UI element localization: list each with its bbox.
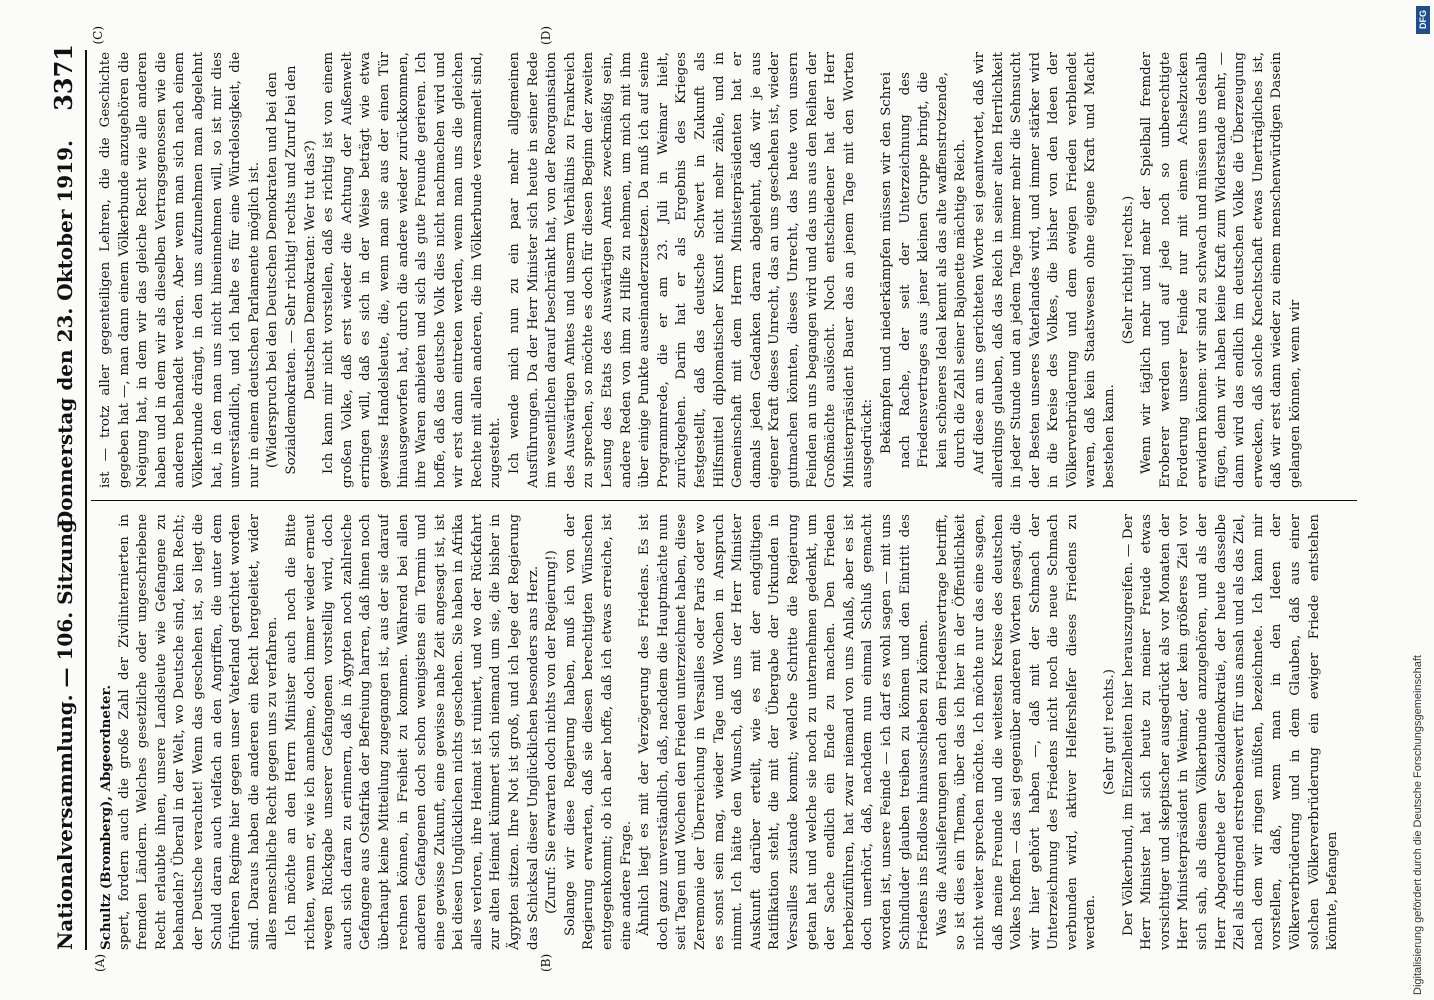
header-left-title: Nationalversammlung. — 106. Sitzung. bbox=[53, 512, 77, 950]
paragraph: Ähnlich liegt es mit der Verzögerung des Friedens. Es ist doch ganz unverständlich, daß, nachdem die Hauptmächte nun seit Tagen und Wochen den Frieden unterzeichnet haben, diese Zeremonie der Überreichung in Versailles oder Paris oder wo es sonst sein mag, wieder Tage und Wochen in Anspruch nimmt. Ich hätte den Wunsch, daß uns der Herr Minister Auskunft darüber erteilt, wie es mit der endgültigen Ratifikation steht, die mit der Übergabe der Urkunden in Versailles zustande kommt; welche Schritte die Regierung getan hat und welche sie noch zu unternehmen gedenkt, um der Sache endlich ein Ende zu machen. Den Frieden herbeizuführen, hat zwar niemand von uns Anlaß, aber es ist doch unerhört, daß, nachdem nun einmal Schluß gemacht worden ist, unsere Feinde — ich darf es wohl sagen — mit uns Schindluder glauben treiben zu können und den Eintritt des Friedens ins Endlose hinausschieben zu können. bbox=[637, 514, 932, 950]
page-header bbox=[45, 44, 87, 950]
right-text-column bbox=[97, 52, 1357, 488]
interjection: (Zuruf: Sie erwarten doch nichts von der Regierung!) bbox=[544, 550, 560, 914]
rotated-newspaper-page bbox=[45, 26, 1365, 972]
paragraph: Ich wende mich nun zu ein paar mehr allgemeinen Ausführungen. Da der Herr Minister sich heute in seiner Rede im wesentlichen darauf beschränkt hat, von der Reorganisation des Auswärtigen Amtes und unserm Verhältnis zu Frankreich zu sprechen, so möchte es doch für diesen Beginn der zweiten Lesung des Etats des Auswärtigen Amtes zweckmäßig sein, andere Reden von ihm zu Hilfe zu nehmen, um mich mit ihm über einige Punkte auseinanderzusetzen. Da muß ich auf seine Programmrede, die er am 23. Juli in Weimar hielt, zurückgehen. Darin hat er als Ergebnis des Krieges festgestellt, daß das deutsche Schwert in Zukunft als Hilfsmittel diplomatischer Kunst nicht mehr zähle, und in Gemeinschaft mit dem Herrn Ministerpräsidenten hat er damals jeden Gedanken daran abgelehnt, daß wir je aus eigener Kraft dieses Unrecht, das an uns geschehen ist, wieder gutmachen könnten, dieses Unrecht, das heute von unsern Feinden an uns begangen wird und das uns aus den Reihen der Großmächte auslöscht. Noch entschiedener hat der Herr Ministerpräsident Bauer das an jenem Tage mit den Worten ausgedrückt: bbox=[507, 52, 876, 488]
paragraph: Auf diese an uns gerichteten Worte sei geantwortet, daß wir allerdings glauben, daß das Reich in seiner alten Herrlichkeit in jeder Stunde und an jedem Tage immer mehr die Sehnsucht der Besten unseres Vaterlandes wird, und immer stärker wird in die Kreise des Volkes, die bisher von den Ideen der Völkerverbrüderung und dem ewigen Frieden verblendet waren, daß kein Staatswesen ohne eigene Kraft und Macht bestehen kann. bbox=[971, 52, 1118, 488]
digitization-credit: Digitalisierung gefördert durch die Deutsche Forschungsgemeinschaft bbox=[1412, 655, 1424, 995]
margin-letter-d: (D) bbox=[539, 26, 553, 45]
paragraph: Wenn wir täglich mehr und mehr der Spielball fremder Eroberer werden und auf jede noch so unberechtigte Forderung unserer Feinde nur mit einem Achselzucken erwidern können: wir sind zu schwach und müssen uns deshalb fügen, denn wir haben keine Kraft zum Widerstande mehr, — dann wird das endlich im deutschen Volke die Überzeugung erwecken, daß solche Knechtschaft etwas Unerträgliches ist, daß wir erst dann wieder zu einem menschenwürdigen Dasein gelangen können, wenn wir bbox=[1139, 52, 1303, 488]
margin-letter-b: (B) bbox=[539, 953, 553, 972]
paragraph: Solange wir diese Regierung haben, muß ich von der Regierung erwarten, daß sie diesen berechtigten Wünschen entgegenkommt; ob ich aber hoffe, daß ich etwas erreiche, ist eine andere Frage. bbox=[562, 514, 634, 950]
paragraph: ist — trotz aller gegenteiligen Lehren, die die Geschichte gegeben hat —, man dann einem Völkerbunde anzugehören die Neigung hat, in dem wir das gleiche Recht wie alle anderen haben und in dem wir als dieselben Vertragsgenossen wie die anderen behandelt werden. Aber wenn man sich nach einem Völkerbunde drängt, in den uns aufzunehmen man abgelehnt hat, in den man uns nicht hineinnehmen will, so ist mir dies unverständlich, und ich halte es für eine Würdelosigkeit, die nur in einem deutschen Parlamente möglich ist. bbox=[98, 52, 262, 488]
interjection: (Sehr richtig! rechts.) bbox=[1120, 195, 1136, 345]
quotation: Bekämpfen und niederkämpfen müssen wir den Schrei nach Rache, der seit der Unterzeichnung des Friedensvertrages aus jener kleinen Gruppe bringt, die kein schöneres Ideal kennt als das alte waffenstrotzende, durch die Zahl seiner Bajonette mächtige Reich. bbox=[878, 72, 969, 468]
interjection: (Widerspruch bei den Deutschen Demokraten und bei den Sozialdemokraten. — Sehr richtig! rechts und Zuruf bei den Deutschen Demokraten: Wer tut das?) bbox=[265, 65, 318, 475]
paragraph: Ich kann mir nicht vorstellen, daß es richtig ist von einem großen Volke, daß erst wieder die Achtung der Außenwelt erringen will, daß es sich in der Weise beträgt wie etwa gewisse Handelsleute, die, wenn man sie aus der einen Tür hinausgeworfen hat, durch die andere wieder zurückkommen, ihre Waren anbieten und sich als gute Freunde gerieren. Ich hoffe, daß das deutsche Volk dies nicht nachmachen wird und wir erst dann eintreten werden, wenn man uns die gleichen Rechte mit allen anderen, die im Völkerbunde versammelt sind, zugesteht. bbox=[321, 52, 504, 488]
paragraph: Ich möchte an den Herrn Minister auch noch die Bitte richten, wenn er, wie ich annehme, doch immer wieder erneut wegen Rückgabe unserer Gefangenen vorstellig wird, doch auch sich daran zu erinnern, daß in Ägypten noch zahlreiche Gefangene aus Ostafrika der Befreiung harren, daß ihnen noch überhaupt keine Mitteilung zugegangen ist, aus der sie darauf rechnen können, in Freiheit zu kommen. Während bei allen anderen Gefangenen doch schon wenigstens ein Termin und eine gewisse Zukunft, eine gewisse nahe Zeit angesagt ist, ist bei diesen Unglücklichen nichts geschehen. Sie haben in Afrika alles verloren, ihre Heimat ist ruiniert, und wo der Rückfahrt zur alten Heimat kümmert sich niemand um sie, die bisher in Ägypten sitzen. Ihre Not ist groß, und ich lege der Regierung das Schicksal dieser Unglücklichen besonders ans Herz. bbox=[283, 514, 541, 950]
paragraph: Der Völkerbund, im Einzelheiten hier herauszugreifen. — Der Herr Minister hat sich heute zu meiner Freude etwas vorsichtiger und skeptischer ausgedrückt als vor Monaten der Herr Ministerpräsident in Weimar, der kein größeres Ziel vor sich sah, als diesem Völkerbunde anzugehören, und als der Herr Abgeordnete der Sozialdemokratie, der heute dasselbe Ziel als dringend erstrebenswert für uns ansah und als das Ziel, nach dem wir ringen müßten, bezeichnete. Ich kann mir vorstellen, daß, wenn man in den Ideen der Völkerverbrüderung und in dem Glauben, daß aus einer solchen Völkerverbrüderung ein ewiger Friede entstehen könnte, befangen bbox=[1120, 514, 1341, 950]
left-text-column bbox=[97, 514, 1357, 950]
header-date: Donnerstag den 23. Oktober 1919. bbox=[53, 140, 77, 529]
page-number: 3371 bbox=[49, 44, 78, 111]
dfg-logo: DFG bbox=[1416, 6, 1430, 34]
margin-letter-a: (A) bbox=[93, 953, 107, 972]
speaker-line: Schultz (Bromberg), Abgeordneter. bbox=[98, 684, 114, 950]
paragraph: spert, fordern auch die große Zahl der Zivilinternierten in fremden Ländern. Welches gesetzliche oder ungeschriebene Recht erlaubte ihnen, unsere Landsleute wie Gefangene zu behandeln? Überall in der Welt, wo Deutsche sind, kein Recht; der Deutsche verachtet! Wenn das geschehen ist, so liegt die Schuld daran auch vielfach an den Angriffen, die unter dem früheren Regime hier gegen unser Vaterland gerichtet worden sind. Daraus haben die anderen ein Recht hergeleitet, wider alles menschliche Recht gegen uns zu verfahren. bbox=[116, 514, 281, 950]
interjection: (Sehr gut! rechts.) bbox=[1102, 669, 1118, 796]
margin-letter-c: (C) bbox=[91, 26, 105, 45]
paragraph: Was die Auslieferungen nach dem Friedensvertrage betrifft, so ist dies ein Thema, über das ich hier in der Öffentlichkeit nicht weiter sprechen möchte. Ich möchte nur das eine sagen, daß meine Freunde und die weitesten Kreise des deutschen Volkes hoffen — das sei gegenüber anderen Worten gesagt, die wir hier gehört haben —, daß mit der Schmach der Unterzeichnung des Friedens nicht noch die neue Schmach verbunden wird, aktiver Helfershelfer dieses Friedens zu werden. bbox=[934, 514, 1099, 950]
column-divider bbox=[91, 500, 1357, 501]
